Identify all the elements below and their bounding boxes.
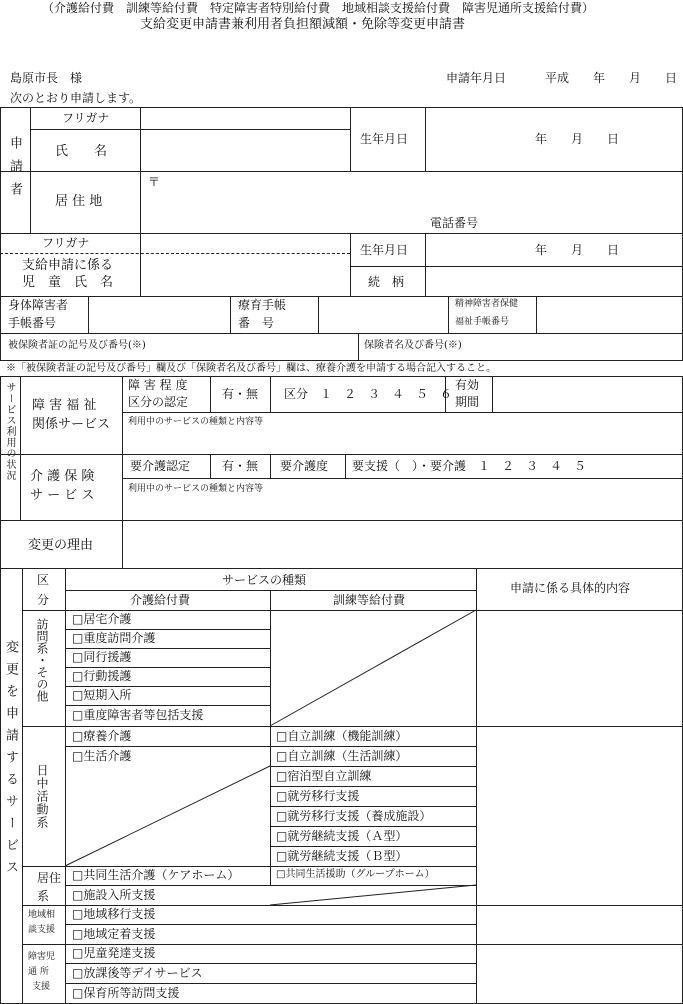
residential-label-1: 居住 (37, 871, 62, 885)
visit-service-item[interactable]: □行動援護 (72, 669, 132, 683)
child-dob-label: 生年月日 (360, 243, 409, 257)
residential-training-item[interactable]: □共同生活援助（グループホーム） (276, 869, 435, 880)
day-training-item[interactable]: □就労継続支援（Ｂ型） (276, 849, 408, 863)
care-degree-label: 要介護度 (280, 459, 329, 473)
class-options: 区分 １ ２ ３ ４ ５ ６ (284, 387, 453, 401)
form-type-line: （介護給付費 訓練等給付費 特定障害者特別給付費 地域相談支援給付費 障害児通所支援給付費） (42, 1, 595, 15)
service-type-header: サービスの種類 (222, 573, 307, 587)
day-care-item[interactable]: □生活介護 (72, 749, 132, 763)
care-yes-no: 有・無 (222, 459, 259, 473)
physical-handbook-label-1: 身体障害者 (8, 298, 69, 312)
visit-service-item[interactable]: □重度訪問介護 (72, 631, 156, 645)
community-label-2: 談支援 (28, 925, 56, 935)
child-support-item[interactable]: □放課後等デイサービス (72, 966, 203, 980)
visit-service-item[interactable]: □短期入所 (72, 688, 132, 702)
insured-label: 被保険者証の記号及び番号(※) (8, 340, 146, 351)
insurer-label: 保険者名及び番号(※) (364, 340, 462, 351)
addressee: 島原市長 様 (10, 71, 83, 85)
day-training-item[interactable]: □就労移行支援 (276, 789, 360, 803)
form-title: 支給変更申請書兼利用者負担額減額・免除等変更申請書 (140, 17, 466, 32)
visit-service-item[interactable]: □同行援護 (72, 650, 132, 664)
phone-label: 電話番号 (430, 216, 479, 230)
care-benefit-header: 介護給付費 (130, 593, 191, 607)
mental-handbook-label-1: 精神障害者保健 (455, 299, 519, 309)
applicant-address-label: 居 住 地 (55, 194, 103, 209)
degree-yes-no: 有・無 (222, 387, 259, 401)
service-status-group-label: サービス利用の状況 (4, 382, 15, 481)
ryoiku-handbook-label-2: 番 号 (238, 316, 275, 330)
community-item[interactable]: □地域定着支援 (72, 927, 156, 941)
services-group-label: 変更を申請するサービス (3, 640, 18, 882)
applicant-furigana-label: フリガナ (62, 111, 110, 125)
applicant-group-label: 申請者 (7, 136, 22, 205)
applicant-dob-value: 年 月 日 (535, 132, 620, 146)
detail-header: 申請に係る具体的内容 (510, 581, 631, 595)
care-insurance-label-1: 介 護 保 険 (30, 469, 95, 484)
child-support-label-1: 障害児 (28, 952, 56, 962)
degree-label-1: 障 害 程 度 (128, 378, 188, 392)
day-care-item[interactable]: □療養介護 (72, 729, 132, 743)
day-training-item[interactable]: □就労移行支援（養成施設） (276, 809, 432, 823)
day-category-label: 日中活動系 (35, 764, 49, 829)
community-item[interactable]: □地域移行支援 (72, 907, 156, 921)
welfare-label-1: 障 害 福 祉 (32, 398, 97, 413)
visit-service-item[interactable]: □居宅介護 (72, 612, 132, 626)
category-label-2: 分 (37, 593, 50, 607)
care-cert-label: 要介護認定 (130, 459, 191, 473)
date-label: 申請年月日 (446, 71, 507, 85)
category-label-1: 区 (37, 573, 50, 587)
ryoiku-handbook-label-1: 療育手帳 (238, 298, 287, 312)
day-training-item[interactable]: □宿泊型自立訓練 (276, 769, 372, 783)
care-insurance-label-2: サ ー ビ ス (30, 488, 95, 503)
applicant-dob-label: 生年月日 (360, 132, 409, 146)
child-furigana-label: フリガナ (42, 236, 90, 250)
child-support-item[interactable]: □児童発達支援 (72, 946, 156, 960)
visit-service-item[interactable]: □重度障害者等包括支援 (72, 708, 204, 722)
child-support-label-3: 支援 (32, 982, 51, 992)
residential-care-item[interactable]: □施設入所支援 (72, 888, 156, 902)
degree-label-2: 区分の認定 (128, 395, 189, 409)
welfare-in-use-label: 利用中のサービスの種類と内容等 (128, 417, 264, 427)
visit-category-label: 訪問系・その他 (35, 618, 49, 702)
physical-handbook-label-2: 手帳番号 (8, 316, 57, 330)
child-support-item[interactable]: □保育所等訪問支援 (72, 986, 180, 1000)
applicant-name-label: 氏 名 (55, 144, 108, 159)
valid-period-label-1: 有効 (455, 378, 480, 392)
day-training-item[interactable]: □自立訓練（生活訓練） (276, 749, 408, 763)
day-training-item[interactable]: □就労継続支援（Ａ型） (276, 829, 408, 843)
postal-mark: 〒 (148, 175, 161, 189)
date-value: 平成 年 月 日 (545, 71, 678, 85)
relation-label: 続 柄 (368, 275, 405, 289)
child-name-label-1: 支給申請に係る (22, 258, 114, 273)
valid-period-label-2: 期間 (455, 395, 480, 409)
child-dob-value: 年 月 日 (535, 243, 620, 257)
reason-label: 変更の理由 (28, 538, 94, 553)
care-level-options: 要支援（ ）・要介護 １ ２ ３ ４ ５ (352, 459, 587, 473)
child-support-label-2: 通 所 (28, 967, 49, 977)
community-label-1: 地域相 (28, 910, 56, 920)
residential-care-item[interactable]: □共同生活介護（ケアホーム） (72, 868, 240, 882)
residential-label-2: 系 (37, 889, 50, 903)
intro-text: 次のとおり申請します。 (10, 91, 142, 105)
day-training-item[interactable]: □自立訓練（機能訓練） (276, 729, 408, 743)
training-benefit-header: 訓練等給付費 (333, 593, 406, 607)
mental-handbook-label-2: 福祉手帳番号 (455, 317, 510, 327)
welfare-label-2: 関係サービス (32, 417, 111, 432)
child-name-label-2: 児 童 氏 名 (22, 275, 114, 290)
insurance-note: ※「被保険者証の記号及び番号」欄及び「保険者名及び番号」欄は、療養介護を申請する場合記入すること。 (6, 363, 496, 374)
care-in-use-label: 利用中のサービスの種類と内容等 (128, 484, 264, 494)
